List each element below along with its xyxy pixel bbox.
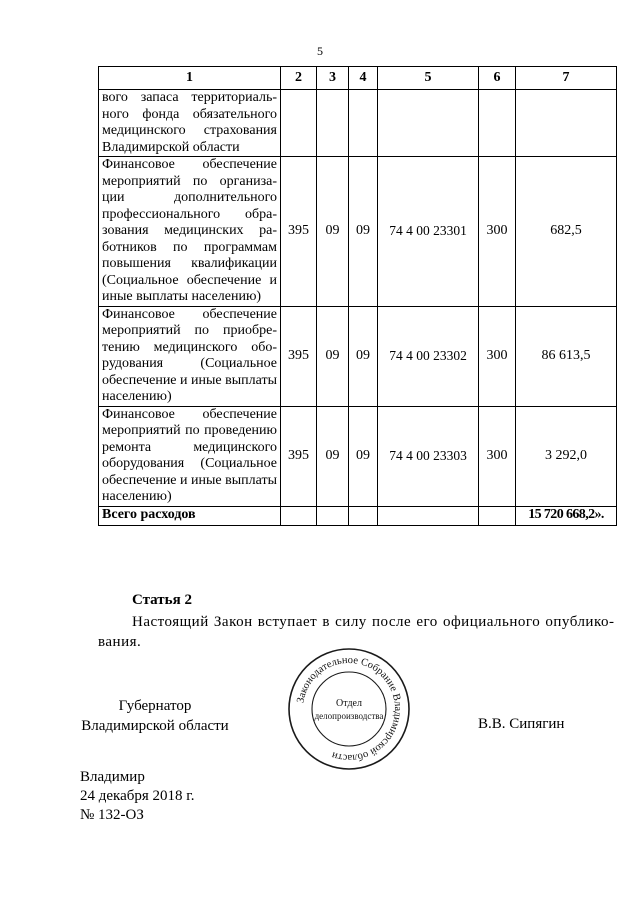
total-label: Всего расходов — [99, 506, 281, 525]
header-col-2: 2 — [281, 67, 317, 90]
total-empty-cell — [378, 506, 479, 525]
row-section: 09 — [317, 157, 349, 307]
header-col-3: 3 — [317, 67, 349, 90]
row-amount: 86 613,5 — [516, 306, 617, 406]
row-description: вого запаса территориального фонда обязательного медицинского страхования Владимирской области — [99, 90, 281, 157]
stamp-center-line-1: Отдел — [336, 698, 362, 709]
governor-title-line-1: Губернатор — [118, 698, 192, 714]
governor-title-line-2: Владимирской области — [81, 718, 229, 734]
row-admin-code: 395 — [281, 306, 317, 406]
stamp-ring-text: Законодательное Собрание Владимирской области — [295, 654, 404, 764]
row-admin-code — [281, 90, 317, 157]
row-description: Финансовое обеспечение мероприятий по проведению ремонта медицинского оборудования (Социальное обеспечение и иные выплаты населению) — [99, 406, 281, 506]
row-subsection: 09 — [349, 306, 378, 406]
total-empty-cell — [281, 506, 317, 525]
row-expense-type: 300 — [479, 306, 516, 406]
table-header-row — [99, 67, 617, 90]
budget-table — [98, 66, 617, 526]
row-amount — [516, 90, 617, 157]
total-row — [99, 506, 617, 525]
row-section: 09 — [317, 406, 349, 506]
header-col-7: 7 — [516, 67, 617, 90]
row-subsection: 09 — [349, 406, 378, 506]
footer-law-number: № 132-ОЗ — [80, 807, 144, 823]
row-amount: 682,5 — [516, 157, 617, 307]
row-section: 09 — [317, 306, 349, 406]
row-admin-code: 395 — [281, 406, 317, 506]
row-subsection: 09 — [349, 157, 378, 307]
row-expense-type — [479, 90, 516, 157]
article-text: Настоящий Закон вступает в силу после его официального опубликования. — [98, 614, 614, 650]
total-amount: 15 720 668,2». — [516, 506, 617, 525]
table-row — [99, 406, 617, 506]
row-target-article: 74 4 00 23302 — [378, 306, 479, 406]
row-expense-type: 300 — [479, 157, 516, 307]
signer-name: В.В. Сипягин — [478, 716, 565, 732]
row-description: Финансовое обеспечение мероприятий по организации дополнительного профессионального образования медицинских работников по программам повышения квалификации (Социальное обеспечение и иные выплаты населению) — [99, 157, 281, 307]
footer-city: Владимир — [80, 769, 145, 785]
total-empty-cell — [479, 506, 516, 525]
header-col-5: 5 — [378, 67, 479, 90]
row-amount: 3 292,0 — [516, 406, 617, 506]
row-section — [317, 90, 349, 157]
stamp-center-line-2: делопроизводства — [314, 711, 384, 721]
total-empty-cell — [317, 506, 349, 525]
row-target-article: 74 4 00 23301 — [378, 157, 479, 307]
official-stamp — [286, 646, 412, 772]
header-col-1: 1 — [99, 67, 281, 90]
row-target-article: 74 4 00 23303 — [378, 406, 479, 506]
row-description: Финансовое обеспечение мероприятий по приобретению медицинского оборудования (Социальное обеспечение и иные выплаты населению) — [99, 306, 281, 406]
header-col-4: 4 — [349, 67, 378, 90]
row-expense-type: 300 — [479, 406, 516, 506]
footer-date: 24 декабря 2018 г. — [80, 788, 195, 804]
total-empty-cell — [349, 506, 378, 525]
header-col-6: 6 — [479, 67, 516, 90]
table-row — [99, 90, 617, 157]
page-number: 5 — [317, 44, 323, 58]
row-target-article — [378, 90, 479, 157]
table-row — [99, 157, 617, 307]
governor-title — [80, 696, 230, 736]
row-subsection — [349, 90, 378, 157]
row-admin-code: 395 — [281, 157, 317, 307]
document-footer — [80, 768, 195, 825]
article-title: Статья 2 — [132, 592, 192, 608]
table-row — [99, 306, 617, 406]
